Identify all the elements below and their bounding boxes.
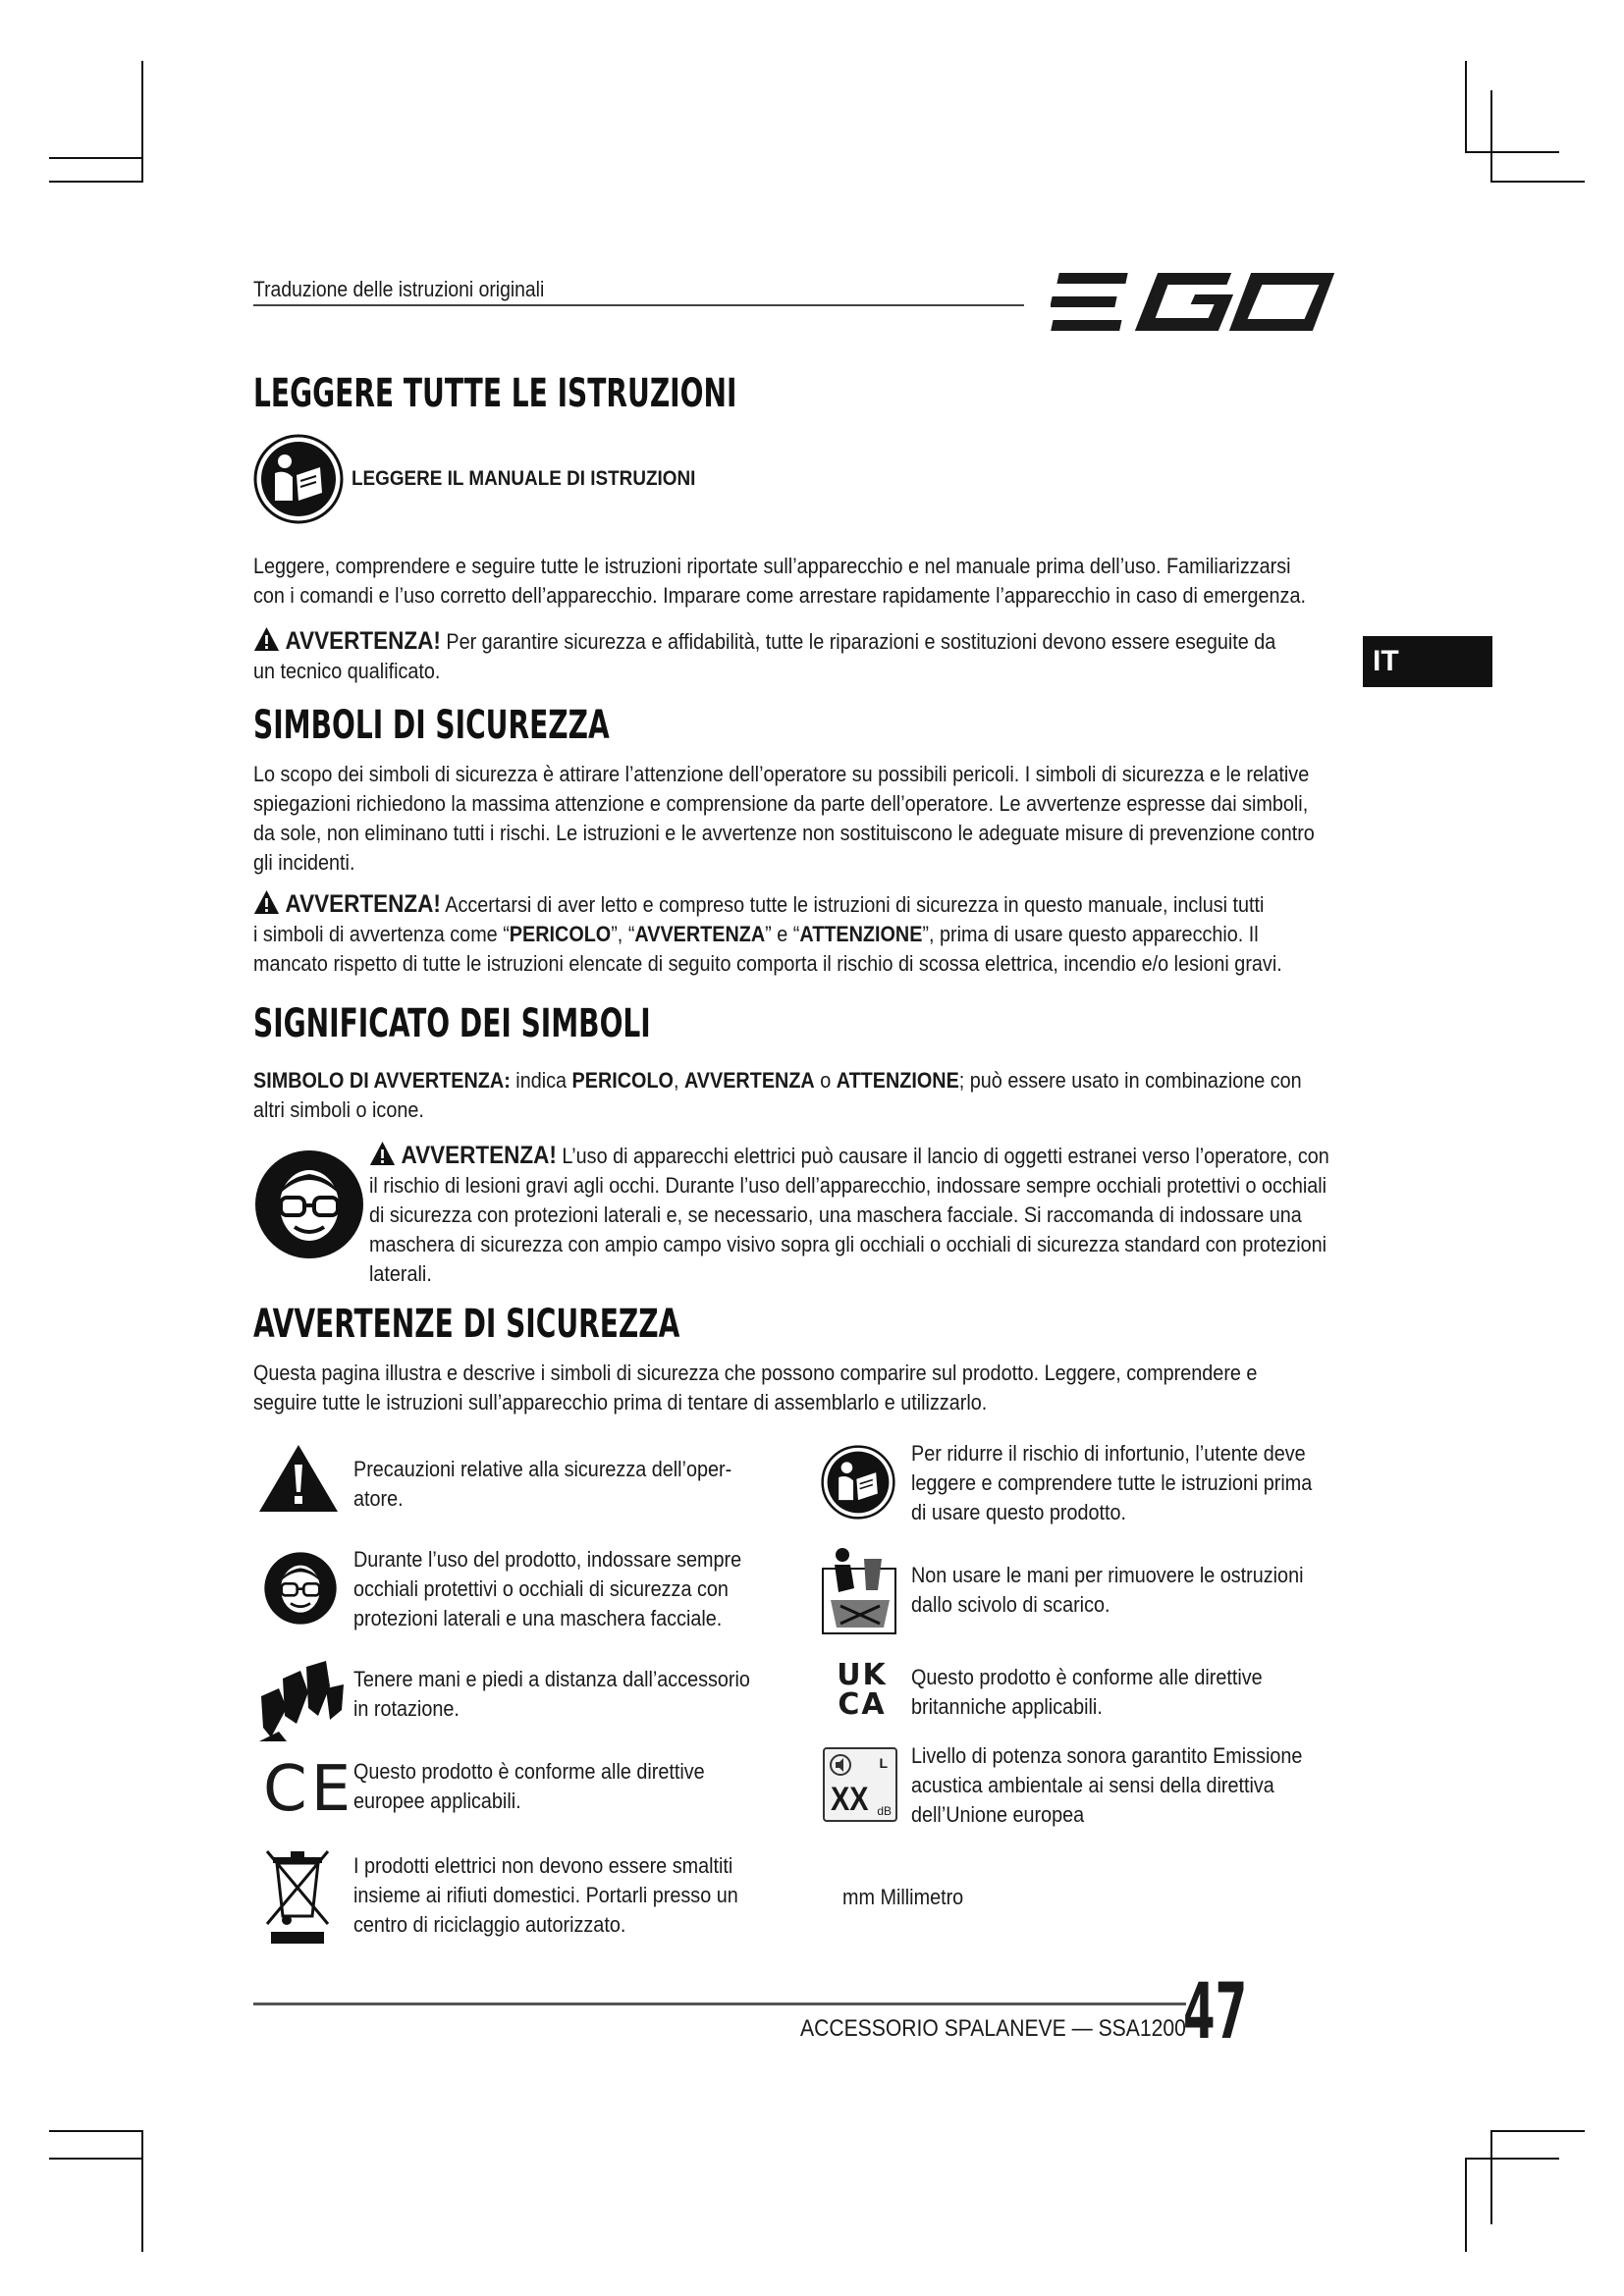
footer-title: ACCESSORIO SPALANEVE — SSA1200 bbox=[800, 2015, 1186, 2042]
text-line: in rotazione. bbox=[353, 1696, 460, 1721]
sound-lwa: L bbox=[879, 1755, 888, 1771]
header-rule bbox=[253, 304, 1024, 306]
warnings-paragraph bbox=[253, 1359, 1340, 1417]
text-line: gli incidenti. bbox=[253, 850, 355, 875]
text-line: acustica ambientale ai sensi della direttiva bbox=[911, 1773, 1274, 1797]
crop-mark bbox=[49, 181, 143, 183]
text-line: un tecnico qualificato. bbox=[253, 659, 441, 683]
text-fragment: indica bbox=[510, 1068, 572, 1093]
safety-symbols-paragraph bbox=[253, 760, 1340, 878]
ukca-bottom: CA bbox=[838, 1687, 887, 1722]
crop-mark bbox=[49, 2158, 143, 2160]
warning-triangle-icon bbox=[253, 626, 280, 652]
read-manual-icon bbox=[821, 1445, 895, 1520]
text-line: Leggere, comprendere e seguire tutte le istruzioni riportate sull’apparecchio e nel manuale prima dell’uso. Familiarizzarsi bbox=[253, 554, 1291, 578]
symbol-description bbox=[353, 1455, 731, 1514]
text-line: spiegazioni richiedono la massima attenzione e comprensione da parte dell’operatore. Le avvertenze espresse dai simboli, bbox=[253, 791, 1309, 816]
read-all-paragraph bbox=[253, 552, 1340, 611]
text-fragment: , bbox=[673, 1068, 684, 1093]
warning-label: AVVERTENZA! bbox=[285, 627, 441, 655]
crop-mark bbox=[1465, 61, 1467, 153]
text-line: dallo scivolo di scarico. bbox=[911, 1592, 1110, 1617]
ego-logo bbox=[1051, 267, 1345, 336]
text-fragment: ; può essere usato in combinazione con bbox=[958, 1068, 1302, 1093]
text-fragment: i simboli di avvertenza come “ bbox=[253, 922, 510, 946]
text-line: altri simboli o icone. bbox=[253, 1097, 424, 1122]
eye-protection-icon bbox=[263, 1551, 338, 1626]
symbol-description bbox=[353, 1665, 750, 1724]
text-line: il rischio di lesioni gravi agli occhi. Durante l’uso dell’apparecchio, indossare sempre occhiali protettivi o occhiali bbox=[369, 1173, 1327, 1198]
text-line: maschera di sicurezza con ampio campo visivo sopra gli occhiali o occhiali di sicurezza standard con protezioni bbox=[369, 1232, 1327, 1256]
manual-label: LEGGERE IL MANUALE DI ISTRUZIONI bbox=[352, 467, 696, 490]
keyword-pericolo: PERICOLO bbox=[509, 922, 612, 946]
keyword-avvertenza: AVVERTENZA bbox=[683, 1068, 815, 1093]
read-manual-icon bbox=[253, 434, 344, 524]
symbol-description bbox=[353, 1851, 738, 1940]
hand-chute-icon bbox=[821, 1545, 899, 1637]
text-line: Per ridurre il rischio di infortunio, l’utente deve bbox=[911, 1441, 1306, 1466]
crop-mark bbox=[141, 2130, 143, 2252]
text-line: laterali. bbox=[369, 1261, 432, 1286]
sound-power-icon bbox=[823, 1747, 897, 1822]
text-line: Accertarsi di aver letto e compreso tutte le istruzioni di sicurezza in questo manuale, inclusi tutti bbox=[440, 892, 1265, 917]
text-fragment: o bbox=[814, 1068, 837, 1093]
ce-mark-icon: CE bbox=[263, 1753, 355, 1826]
crop-mark bbox=[49, 157, 143, 159]
keyword-pericolo: PERICOLO bbox=[571, 1068, 674, 1093]
ukca-mark-icon bbox=[833, 1658, 892, 1722]
language-tab: IT bbox=[1363, 636, 1492, 687]
crop-mark bbox=[49, 2130, 143, 2132]
hands-feet-icon bbox=[257, 1659, 348, 1741]
text-line: Questo prodotto è conforme alle direttive bbox=[353, 1759, 705, 1784]
symbol-description bbox=[911, 1561, 1303, 1620]
text-line: I prodotti elettrici non devono essere smaltiti bbox=[353, 1853, 733, 1878]
text-line: dell’Unione europea bbox=[911, 1802, 1085, 1827]
crop-mark bbox=[1490, 2130, 1492, 2224]
symbol-description bbox=[353, 1757, 705, 1816]
crop-mark bbox=[1490, 2130, 1585, 2132]
crop-mark bbox=[1490, 181, 1585, 183]
symbol-description bbox=[353, 1545, 741, 1633]
text-line: Lo scopo dei simboli di sicurezza è attirare l’attenzione dell’operatore su possibili pericoli. I simboli di sicurezza e le relative bbox=[253, 762, 1310, 786]
heading-meaning: SIGNIFICATO DEI SIMBOLI bbox=[253, 1001, 651, 1046]
crop-mark bbox=[1465, 2158, 1559, 2160]
text-line: Livello di potenza sonora garantito Emissione bbox=[911, 1743, 1303, 1768]
heading-read-all: LEGGERE TUTTE LE ISTRUZIONI bbox=[253, 371, 737, 416]
text-line: di usare questo prodotto. bbox=[911, 1500, 1127, 1524]
ukca-top: UK bbox=[837, 1658, 888, 1692]
crop-mark bbox=[1465, 151, 1559, 153]
text-line: leggere e comprendere tutte le istruzioni prima bbox=[911, 1470, 1313, 1495]
text-line: europee applicabili. bbox=[353, 1789, 521, 1813]
sound-unit: dB bbox=[877, 1804, 892, 1818]
text-line: Durante l’uso del prodotto, indossare sempre bbox=[353, 1547, 742, 1572]
text-line: Questo prodotto è conforme alle direttive bbox=[911, 1665, 1263, 1689]
text-line: atore. bbox=[353, 1486, 404, 1511]
text-line: seguire tutte le istruzioni sull’apparecchio prima di tentare di assemblarlo e utilizzarlo. bbox=[253, 1390, 988, 1415]
crop-mark bbox=[141, 61, 143, 183]
symbol-description bbox=[911, 1741, 1302, 1830]
heading-safety-symbols: SIMBOLI DI SICUREZZA bbox=[253, 703, 610, 748]
text-line: mancato rispetto di tutte le istruzioni elencate di seguito comporta il rischio di scossa elettrica, incendio e/o lesioni gravi. bbox=[253, 951, 1282, 976]
text-line: da sole, non eliminano tutti i rischi. Le istruzioni e le avvertenze non sostituiscono le adeguate misure di prevenzione contro bbox=[253, 821, 1315, 845]
text-line: Precauzioni relative alla sicurezza dell’oper- bbox=[353, 1457, 732, 1481]
symbol-description bbox=[911, 1439, 1312, 1527]
crop-mark bbox=[1490, 90, 1492, 183]
text-line: Tenere mani e piedi a distanza dall’accessorio bbox=[353, 1667, 750, 1691]
warning-triangle-icon bbox=[253, 889, 280, 915]
warning-triangle-icon bbox=[257, 1443, 340, 1514]
page-number: 47 bbox=[1183, 1968, 1248, 2056]
crop-mark bbox=[1465, 2158, 1467, 2252]
warning-triangle-icon bbox=[369, 1141, 396, 1166]
keyword-attenzione: ATTENZIONE bbox=[836, 1068, 959, 1093]
text-fragment: ”, “ bbox=[611, 922, 635, 946]
text-line: occhiali protettivi o occhiali di sicurezza con bbox=[353, 1576, 729, 1601]
heading-warnings: AVVERTENZE DI SICUREZZA bbox=[253, 1302, 680, 1347]
header-title: Traduzione delle istruzioni originali bbox=[253, 277, 545, 301]
footer-rule bbox=[253, 2002, 1186, 2005]
warning-repairs bbox=[253, 626, 1340, 686]
text-line: britanniche applicabili. bbox=[911, 1694, 1103, 1719]
text-line: di sicurezza con protezioni laterali e, se necessario, una maschera facciale. Si raccomanda di indossare una bbox=[369, 1202, 1302, 1227]
keyword-avvertenza: AVVERTENZA bbox=[634, 922, 766, 946]
text-line: mm Millimetro bbox=[842, 1885, 964, 1909]
eye-protection-icon bbox=[253, 1148, 365, 1260]
text-line: insieme ai rifiuti domestici. Portarli presso un bbox=[353, 1883, 738, 1907]
symbol-description bbox=[842, 1883, 963, 1912]
meaning-paragraph bbox=[253, 1066, 1340, 1125]
symbol-description bbox=[911, 1663, 1263, 1722]
text-line: L’uso di apparecchi elettrici può causare il lancio di oggetti estranei verso l’operatore, con bbox=[556, 1144, 1329, 1168]
keyword-attenzione: ATTENZIONE bbox=[799, 922, 923, 946]
weee-bin-icon bbox=[263, 1847, 332, 1946]
text-line: Per garantire sicurezza e affidabilità, tutte le riparazioni e sostituzioni devono essere eseguite da bbox=[440, 629, 1276, 654]
text-line: centro di riciclaggio autorizzato. bbox=[353, 1912, 626, 1937]
text-line: Questa pagina illustra e descrive i simboli di sicurezza che possono comparire sul prodotto. Leggere, comprendere e bbox=[253, 1361, 1258, 1385]
sound-value: XX bbox=[831, 1781, 869, 1818]
text-fragment: ”, prima di usare questo apparecchio. Il bbox=[922, 922, 1259, 946]
text-line: protezioni laterali e una maschera facciale. bbox=[353, 1606, 723, 1630]
warning-label: AVVERTENZA! bbox=[401, 1142, 557, 1169]
text-line: Non usare le mani per rimuovere le ostruzioni bbox=[911, 1563, 1304, 1587]
warning-read-all bbox=[253, 889, 1340, 979]
warning-eyes bbox=[369, 1141, 1341, 1289]
warning-label: AVVERTENZA! bbox=[285, 890, 441, 918]
text-line: con i comandi e l’uso corretto dell’apparecchio. Imparare come arrestare rapidamente l’apparecchio in caso di emergenza. bbox=[253, 583, 1306, 608]
text-fragment: ” e “ bbox=[765, 922, 800, 946]
symbol-label: SIMBOLO DI AVVERTENZA: bbox=[253, 1068, 511, 1093]
speaker-icon bbox=[829, 1753, 852, 1777]
